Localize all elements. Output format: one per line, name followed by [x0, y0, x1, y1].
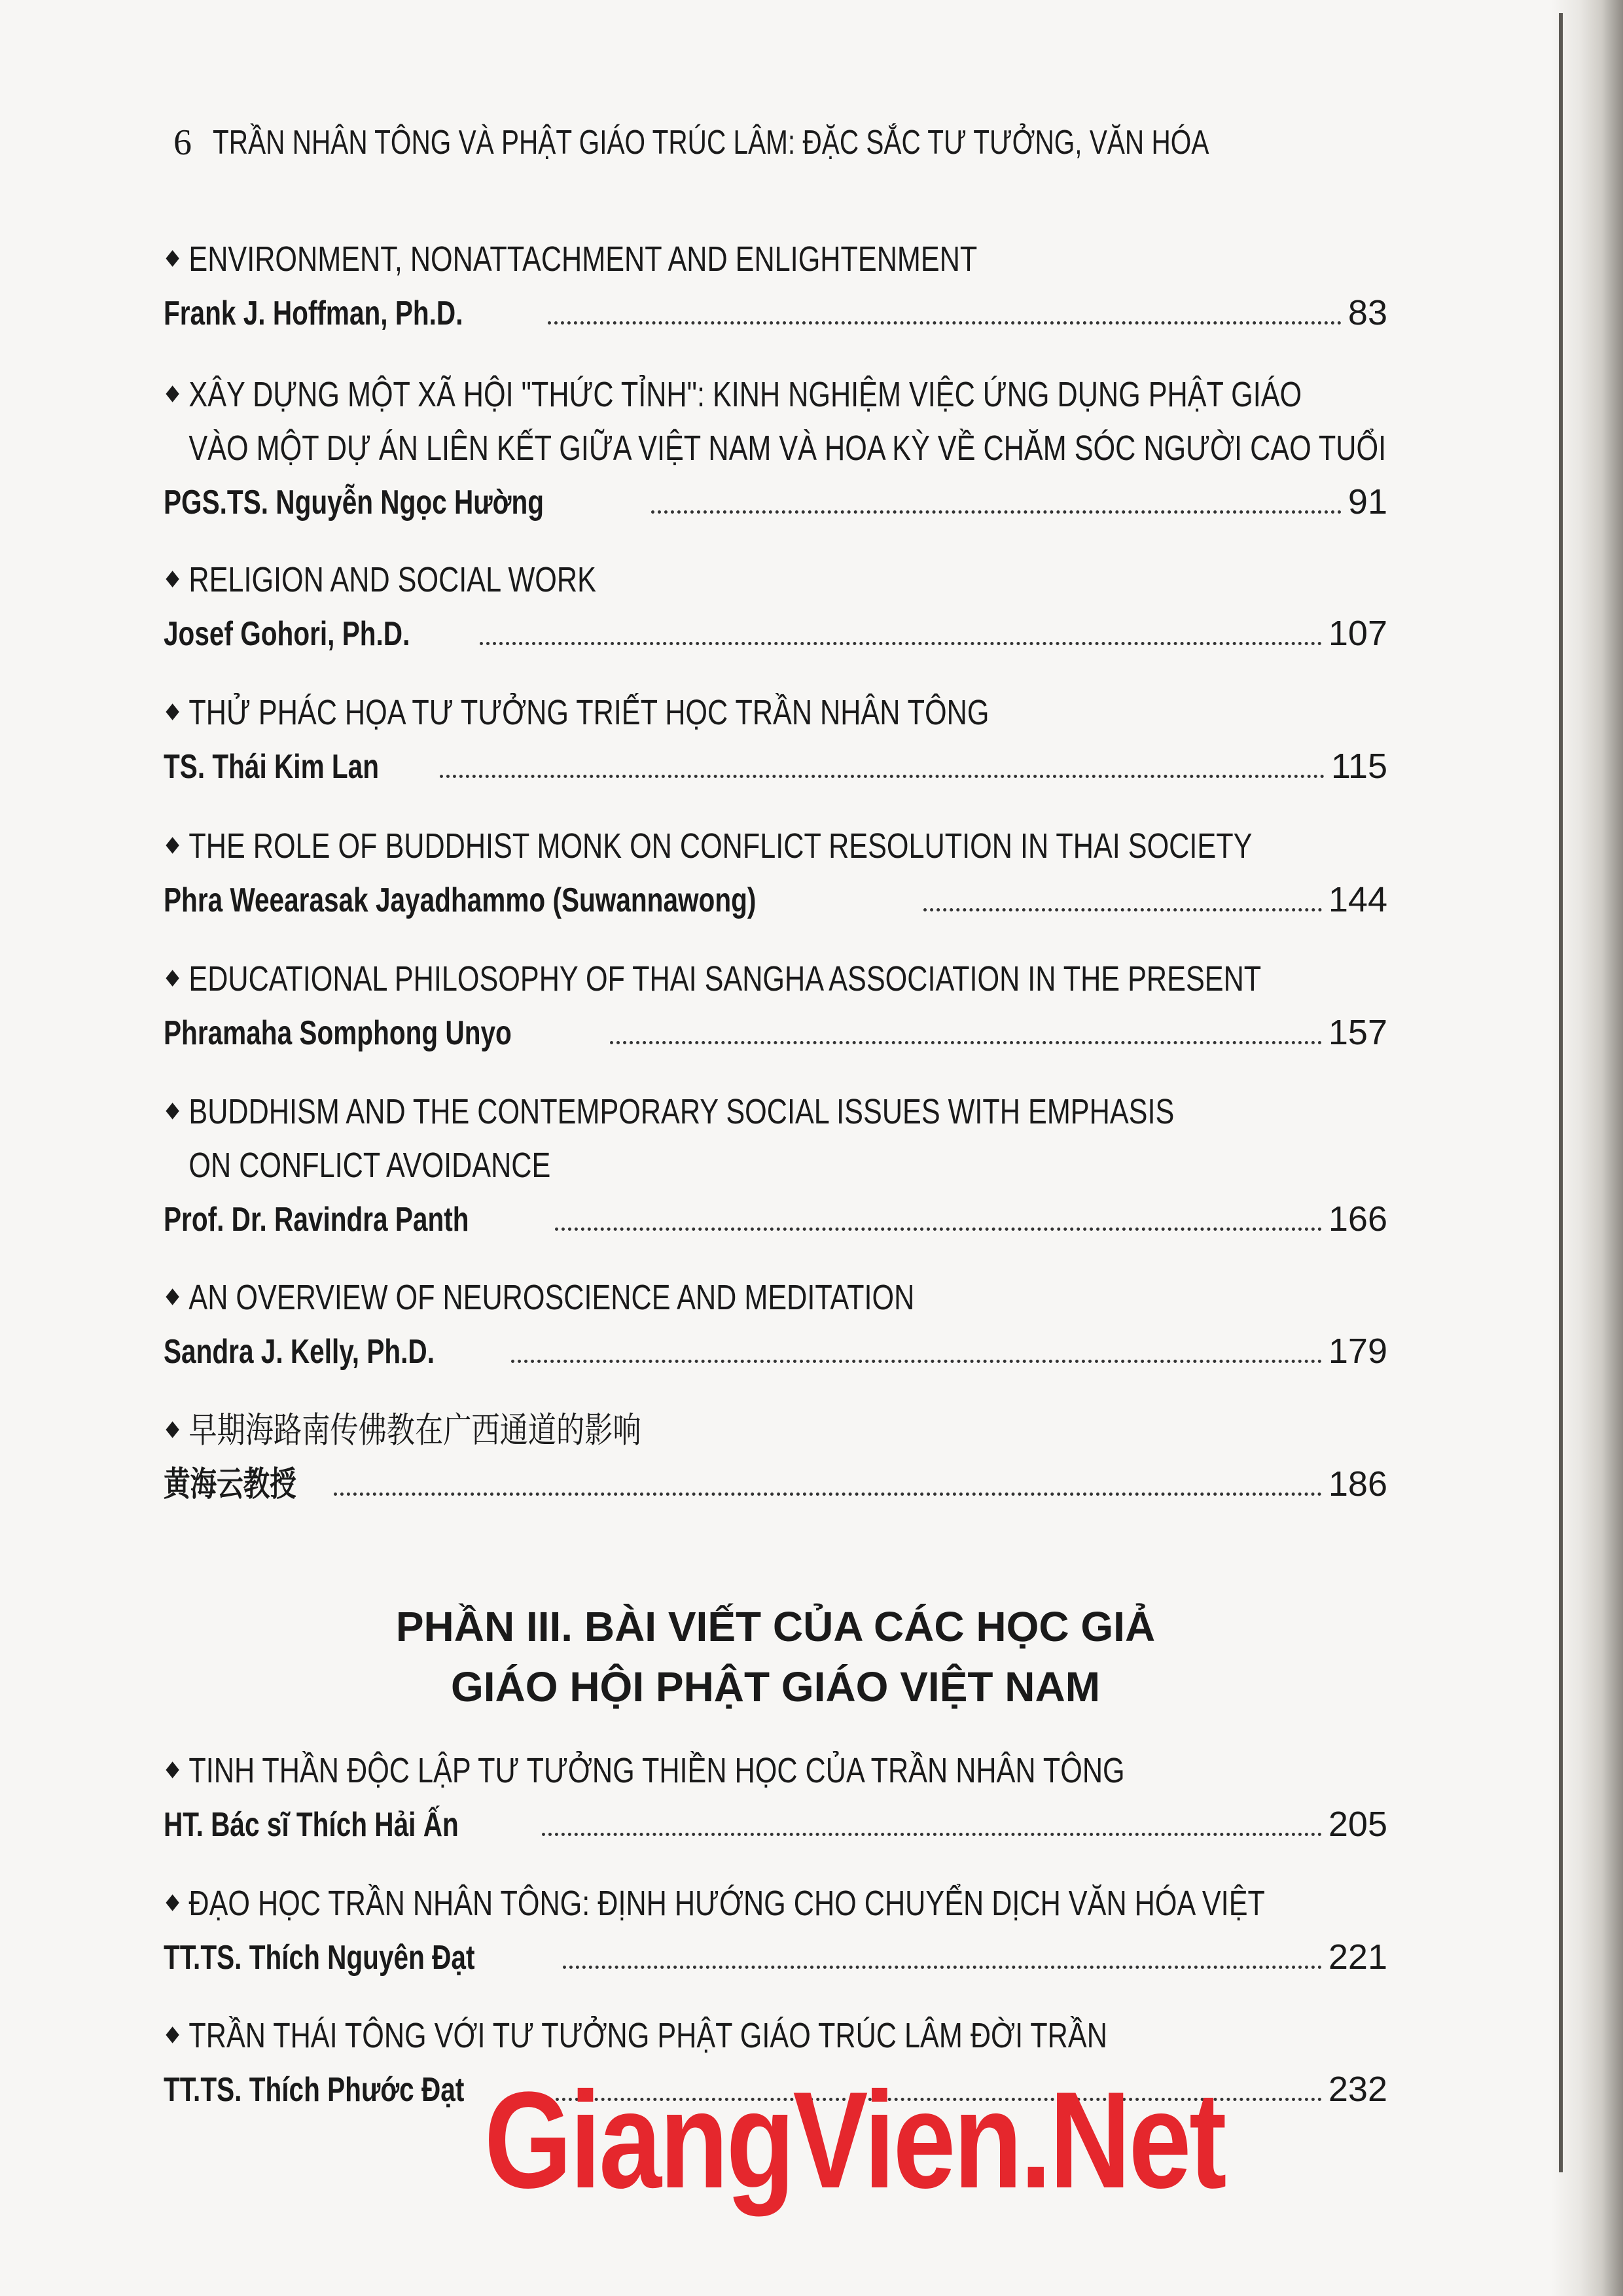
entry-title: THE ROLE OF BUDDHIST MONK ON CONFLICT RESOLUTION IN THAI SOCIETY — [164, 819, 1143, 873]
dot-leader — [542, 1833, 1322, 1836]
entry-title: TINH THẦN ĐỘC LẬP TƯ TƯỞNG THIỀN HỌC CỦA TRẦN NHÂN TÔNG — [164, 1744, 1143, 1797]
entry-page: 232 — [1328, 2070, 1387, 2109]
entry-author: TS. Thái Kim Lan — [164, 748, 380, 786]
entry-title: THỬ PHÁC HỌA TƯ TƯỞNG TRIẾT HỌC TRẦN NHÂN TÔNG — [164, 686, 1143, 739]
entry-title: AN OVERVIEW OF NEUROSCIENCE AND MEDITATION — [164, 1271, 1143, 1324]
entry-page: 157 — [1328, 1013, 1387, 1052]
diamond-bullet-icon — [166, 1421, 179, 1438]
diamond-bullet-icon — [166, 571, 179, 587]
diamond-bullet-icon — [166, 250, 179, 266]
running-title: TRẦN NHÂN TÔNG VÀ PHẬT GIÁO TRÚC LÂM: ĐẶC SẮC TƯ TƯỞNG, VĂN HÓA — [213, 124, 1209, 162]
running-header — [173, 116, 1417, 169]
dot-leader — [563, 1966, 1322, 1969]
toc-entry[interactable] — [164, 1404, 1387, 1511]
dot-leader — [610, 1041, 1322, 1044]
entry-author: Phra Weearasak Jayadhammo (Suwannawong) — [164, 881, 757, 919]
entry-author: Josef Gohori, Ph.D. — [164, 615, 410, 653]
dot-leader — [334, 1492, 1322, 1496]
entry-author: Sandra J. Kelly, Ph.D. — [164, 1333, 435, 1371]
toc-entry[interactable] — [164, 819, 1387, 927]
section-heading — [164, 1597, 1387, 1717]
entry-author: 黄海云教授 — [164, 1466, 296, 1504]
toc-entry[interactable] — [164, 553, 1387, 660]
entry-title: TRẦN THÁI TÔNG VỚI TƯ TƯỞNG PHẬT GIÁO TRÚC LÂM ĐỜI TRẦN — [164, 2009, 1143, 2062]
page-edge-line — [1559, 13, 1563, 2172]
entry-title-continued: ON CONFLICT AVOIDANCE — [188, 1146, 551, 1185]
toc-entry[interactable] — [164, 952, 1387, 1059]
entry-page: 144 — [1328, 880, 1387, 919]
entry-author: Phramaha Somphong Unyo — [164, 1014, 512, 1052]
diamond-bullet-icon — [166, 1288, 179, 1305]
diamond-bullet-icon — [166, 1894, 179, 1911]
dot-leader — [923, 908, 1322, 911]
entry-author: TT.TS. Thích Phước Đạt — [164, 2071, 465, 2109]
dot-leader — [651, 510, 1342, 514]
dot-leader — [511, 1360, 1322, 1363]
entry-page: 83 — [1347, 293, 1387, 332]
entry-title: 早期海路南传佛教在广西通道的影响 — [164, 1404, 1143, 1457]
diamond-bullet-icon — [166, 2026, 179, 2043]
entry-title: ENVIRONMENT, NONATTACHMENT AND ENLIGHTENMENT — [164, 232, 1143, 286]
toc-entry[interactable] — [164, 1744, 1387, 1851]
dot-leader — [440, 775, 1325, 778]
diamond-bullet-icon — [166, 837, 179, 853]
diamond-bullet-icon — [166, 1761, 179, 1778]
dot-leader — [555, 1227, 1322, 1231]
diamond-bullet-icon — [166, 1103, 179, 1119]
toc-entry[interactable] — [164, 1085, 1387, 1246]
entry-author: Frank J. Hoffman, Ph.D. — [164, 294, 463, 332]
entry-page: 186 — [1328, 1464, 1387, 1504]
entry-title: XÂY DỰNG MỘT XÃ HỘI "THỨC TỈNH": KINH NGHIỆM VIỆC ỨNG DỤNG PHẬT GIÁO — [164, 368, 1143, 421]
entry-page: 205 — [1328, 1805, 1387, 1844]
entry-page: 179 — [1328, 1332, 1387, 1371]
dot-leader — [548, 321, 1342, 325]
entry-page: 91 — [1347, 482, 1387, 521]
entry-author: PGS.TS. Nguyễn Ngọc Hường — [164, 484, 544, 521]
section-heading-line2: GIÁO HỘI PHẬT GIÁO VIỆT NAM — [450, 1663, 1101, 1710]
entry-title: EDUCATIONAL PHILOSOPHY OF THAI SANGHA ASSOCIATION IN THE PRESENT — [164, 952, 1143, 1006]
toc-entry[interactable] — [164, 1877, 1387, 1984]
entry-page: 107 — [1328, 614, 1387, 653]
entry-title-continued: VÀO MỘT DỰ ÁN LIÊN KẾT GIỮA VIỆT NAM VÀ HOA KỲ VỀ CHĂM SÓC NGƯỜI CAO TUỔI — [188, 429, 1387, 468]
diamond-bullet-icon — [166, 703, 179, 720]
entry-page: 115 — [1330, 747, 1387, 786]
entry-author: HT. Bác sĩ Thích Hải Ấn — [164, 1806, 459, 1844]
entry-title: RELIGION AND SOCIAL WORK — [164, 553, 1143, 607]
toc-entry[interactable] — [164, 232, 1387, 340]
toc-entry[interactable] — [164, 1271, 1387, 1378]
diamond-bullet-icon — [166, 970, 179, 986]
dot-leader — [480, 642, 1322, 645]
toc-entry[interactable] — [164, 686, 1387, 793]
entry-author: TT.TS. Thích Nguyên Đạt — [164, 1939, 475, 1977]
entry-author: Prof. Dr. Ravindra Panth — [164, 1201, 469, 1239]
entry-page: 221 — [1328, 1937, 1387, 1977]
section-heading-line1: PHẦN III. BÀI VIẾT CỦA CÁC HỌC GIẢ — [395, 1603, 1156, 1650]
entry-page: 166 — [1328, 1199, 1387, 1239]
diamond-bullet-icon — [166, 385, 179, 402]
page-number: 6 — [173, 122, 192, 163]
toc-entry[interactable] — [164, 368, 1387, 529]
entry-title: ĐẠO HỌC TRẦN NHÂN TÔNG: ĐỊNH HƯỚNG CHO CHUYỂN DỊCH VĂN HÓA VIỆT — [164, 1877, 1143, 1930]
entry-title: BUDDHISM AND THE CONTEMPORARY SOCIAL ISSUES WITH EMPHASIS — [164, 1085, 1143, 1139]
watermark-text: GiangVien.Net — [484, 2063, 1225, 2217]
